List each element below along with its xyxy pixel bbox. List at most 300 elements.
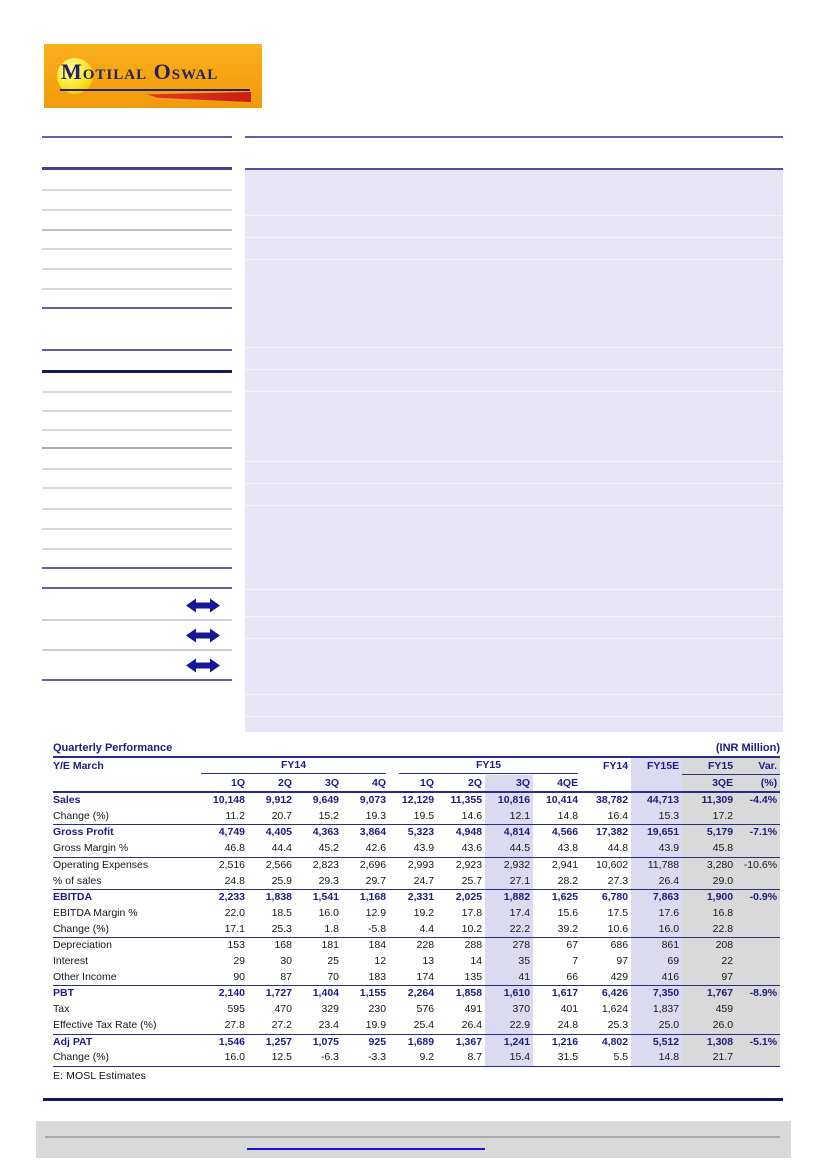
value-cell: 43.9 [631, 841, 682, 857]
value-cell: 1,257 [265, 1035, 292, 1048]
value-cell: 7,863 [631, 890, 682, 906]
value-cell: 4,363 [312, 826, 339, 839]
value-cell: 27.1 [485, 874, 533, 890]
value-cell: 2,993 [407, 858, 435, 871]
value-cell: 5,512 [631, 1034, 682, 1050]
redacted-text-line [42, 679, 232, 681]
value-cell: 491 [464, 1003, 483, 1016]
value-cell: 1,241 [485, 1034, 533, 1050]
value-cell: 90 [201, 970, 248, 986]
value-cell: 1,367 [455, 1035, 483, 1048]
footer-rule [43, 1098, 783, 1101]
value-cell: 1,155 [359, 987, 387, 1000]
value-cell: 1,610 [485, 986, 533, 1002]
value-cell: 2,025 [455, 891, 483, 904]
quarter-header: 1Q [201, 775, 248, 793]
value-cell: 25.3 [581, 1018, 631, 1034]
value-cell: 10,602 [595, 858, 629, 871]
value-cell: 1.8 [295, 922, 342, 938]
row-label: % of sales [53, 874, 201, 890]
value-cell: 3,280 [682, 857, 736, 873]
value-cell: -5.8 [342, 922, 389, 938]
value-cell: 44.8 [581, 841, 631, 857]
value-cell: 470 [274, 1003, 292, 1016]
redacted-text-line [42, 229, 232, 231]
value-cell: 39.2 [533, 922, 581, 938]
table-footnote: E: MOSL Estimates [53, 1069, 146, 1082]
value-cell: 2,516 [218, 858, 245, 871]
blank-cell [631, 775, 682, 793]
value-cell: 11,355 [450, 794, 483, 806]
value-cell: -5.1% [736, 1034, 780, 1050]
table-row [53, 1050, 780, 1066]
logo-brand-text: Motilal Oswal [61, 59, 219, 84]
table-row [53, 954, 780, 970]
value-cell: 87 [248, 970, 295, 986]
table-body [53, 792, 780, 1066]
value-cell: 25.0 [631, 1018, 682, 1034]
value-cell: 9,073 [359, 794, 387, 806]
value-cell: 38,782 [595, 794, 629, 806]
value-cell: 44.5 [485, 841, 533, 857]
value-cell: 16.0 [201, 1050, 248, 1066]
quarter-header: 4QE [533, 775, 581, 793]
value-cell: 66 [533, 970, 581, 986]
value-cell: 4,749 [218, 826, 245, 839]
redacted-text-line [42, 619, 232, 621]
value-cell: 22.9 [485, 1018, 533, 1034]
row-label: Tax [53, 1003, 70, 1016]
table-row [53, 922, 780, 938]
value-cell: 27.8 [201, 1018, 248, 1034]
value-cell: 25.4 [389, 1018, 437, 1034]
value-cell: 1,858 [455, 987, 483, 1000]
redacted-text-line [42, 136, 232, 138]
quarterly-performance-section [53, 740, 780, 1082]
double-arrow-icon [186, 628, 220, 643]
table-unit-label: (INR Million) [715, 742, 780, 754]
quarter-header: 2Q [437, 775, 485, 793]
redacted-text-line [42, 349, 232, 351]
value-cell: -10.6% [736, 857, 780, 873]
value-cell: 44.4 [248, 841, 295, 857]
row-label: Effective Tax Rate (%) [53, 1018, 201, 1034]
footer-link-underline[interactable] [247, 1148, 485, 1150]
value-cell: 4.4 [389, 922, 437, 938]
value-cell: 19.2 [413, 906, 435, 919]
value-cell: 25.7 [437, 874, 485, 890]
value-cell: 15.6 [557, 906, 579, 919]
value-cell: 401 [560, 1003, 579, 1016]
quarter-header: (%) [736, 775, 780, 793]
table-row [53, 1018, 780, 1034]
value-cell: 184 [368, 939, 387, 952]
value-cell: 15.3 [631, 809, 682, 825]
value-cell: 43.6 [437, 841, 485, 857]
value-cell: 416 [631, 970, 682, 986]
table-row [53, 809, 780, 825]
value-cell: 135 [437, 970, 485, 986]
value-cell: 20.7 [248, 809, 295, 825]
value-cell: 2,932 [485, 857, 533, 873]
fy14-group-header: FY14 [201, 757, 389, 775]
row-label: PBT [53, 987, 74, 1000]
redacted-text-line [42, 447, 232, 449]
value-cell: 12 [374, 955, 387, 968]
value-cell: 2,696 [359, 858, 387, 871]
value-cell [736, 970, 780, 986]
value-cell: 19,651 [631, 825, 682, 841]
value-cell: 329 [321, 1003, 339, 1016]
value-cell: -6.3 [295, 1050, 342, 1066]
value-cell: 2,233 [218, 891, 245, 904]
value-cell: 70 [295, 970, 342, 986]
redacted-text-line [42, 508, 232, 510]
value-cell: 19.9 [342, 1018, 389, 1034]
value-cell: 43.9 [389, 841, 437, 857]
redacted-text-line [42, 567, 232, 569]
value-cell: 2,923 [455, 858, 483, 871]
value-cell: 1,168 [359, 891, 387, 904]
var-header: Var. [736, 757, 780, 775]
redacted-text-line [42, 548, 232, 550]
value-cell: 14.6 [437, 809, 485, 825]
redacted-text-line [42, 307, 232, 309]
value-cell: 2,140 [218, 987, 245, 1000]
value-cell [736, 1050, 780, 1066]
double-arrow-icon [186, 658, 220, 673]
fy15-annual-header: FY15 [682, 757, 736, 775]
footer-disclaimer-block [36, 1121, 791, 1158]
value-cell: 31.5 [533, 1050, 581, 1066]
value-cell: 14.8 [631, 1050, 682, 1066]
value-cell [736, 1018, 780, 1034]
table-row [53, 792, 780, 809]
redacted-text-line [245, 136, 783, 138]
value-cell: 29.0 [682, 874, 736, 890]
value-cell: 22.0 [224, 906, 245, 919]
value-cell: 12.1 [485, 809, 533, 825]
value-cell: 17.2 [682, 809, 736, 825]
redacted-text-line [42, 391, 232, 393]
value-cell: 1,216 [551, 1035, 579, 1048]
value-cell: 22.8 [682, 922, 736, 938]
value-cell: 10.2 [437, 922, 485, 938]
table-row [53, 857, 780, 873]
redacted-text-line [42, 528, 232, 530]
value-cell: 11,788 [631, 857, 682, 873]
value-cell: 17.4 [485, 906, 533, 922]
double-arrow-icon [186, 598, 220, 613]
row-label: EBITDA Margin % [53, 906, 138, 919]
value-cell: 1,767 [682, 986, 736, 1002]
value-cell: 1,689 [407, 1035, 435, 1048]
redacted-text-line [42, 209, 232, 211]
value-cell: 11.2 [201, 809, 248, 825]
value-cell: 9,649 [312, 794, 339, 806]
row-label: Sales [53, 794, 81, 806]
value-cell: 8.7 [437, 1050, 485, 1066]
value-cell: 26.4 [631, 874, 682, 890]
table-row [53, 906, 780, 922]
table-row [53, 1002, 780, 1018]
redacted-text-line [42, 468, 232, 470]
value-cell: 16.0 [318, 906, 339, 919]
redacted-content-block [245, 168, 783, 732]
value-cell: 1,541 [312, 891, 339, 904]
value-cell: 14.8 [533, 809, 581, 825]
value-cell: 4,814 [485, 825, 533, 841]
value-cell: 18.5 [271, 906, 292, 919]
value-cell: 1,617 [551, 987, 579, 1000]
value-cell: 43.8 [533, 841, 581, 857]
value-cell [736, 874, 780, 890]
value-cell: -8.9% [736, 986, 780, 1002]
value-cell: 10.6 [581, 922, 631, 938]
quarter-header: 2Q [248, 775, 295, 793]
header-row-quarters [53, 775, 780, 793]
quarter-header: 1Q [389, 775, 437, 793]
value-cell: -4.4% [736, 792, 780, 809]
value-cell: 44,713 [631, 792, 682, 809]
value-cell: 278 [485, 938, 533, 954]
logo-underline [60, 89, 250, 91]
fy14-annual-header: FY14 [602, 760, 629, 773]
value-cell: 2,264 [407, 987, 435, 1000]
ye-march-label: Y/E March [53, 760, 104, 773]
row-label: Change (%) [53, 922, 201, 938]
value-cell: 26.4 [437, 1018, 485, 1034]
value-cell: 19.3 [342, 809, 389, 825]
value-cell: 576 [416, 1003, 435, 1016]
row-label: Other Income [53, 970, 201, 986]
value-cell: 10,148 [212, 794, 245, 806]
redacted-text-line [42, 268, 232, 270]
value-cell: 69 [631, 954, 682, 970]
value-cell: 97 [682, 970, 736, 986]
redacted-text-line [45, 1136, 780, 1138]
value-cell: 4,802 [601, 1035, 629, 1048]
value-cell: 230 [368, 1003, 387, 1016]
row-label: Depreciation [53, 939, 112, 952]
value-cell [736, 954, 780, 970]
value-cell: 1,308 [682, 1034, 736, 1050]
value-cell: 25.3 [248, 922, 295, 938]
value-cell: 686 [610, 939, 629, 952]
value-cell: 153 [227, 939, 245, 952]
blank-cell [53, 775, 201, 793]
value-cell: 9,912 [265, 794, 292, 806]
value-cell [736, 938, 780, 954]
row-label: Change (%) [53, 1050, 201, 1066]
fy15e-annual-header: FY15E [631, 757, 682, 775]
table-row [53, 938, 780, 954]
table-row [53, 841, 780, 857]
quarter-header: 3QE [682, 775, 736, 793]
value-cell: 12,129 [401, 794, 435, 806]
logo-swoosh-icon [147, 92, 251, 103]
value-cell: 1,900 [682, 890, 736, 906]
value-cell: 10,816 [485, 792, 533, 809]
value-cell: 925 [368, 1035, 387, 1048]
table-row [53, 986, 780, 1002]
value-cell: -0.9% [736, 890, 780, 906]
redacted-text-line [42, 167, 232, 170]
value-cell: 1,882 [485, 890, 533, 906]
header-row-groups [53, 757, 780, 775]
value-cell: 1,075 [312, 1035, 339, 1048]
value-cell: 45.8 [682, 841, 736, 857]
value-cell: 2,823 [312, 858, 339, 871]
value-cell: 45.2 [295, 841, 342, 857]
redacted-text-line [42, 189, 232, 191]
value-cell: 16.4 [581, 809, 631, 825]
value-cell: 7,350 [631, 986, 682, 1002]
value-cell: 2,331 [407, 891, 435, 904]
row-label: Change (%) [53, 809, 201, 825]
value-cell: 9.2 [389, 1050, 437, 1066]
value-cell: 16.8 [682, 906, 736, 922]
value-cell: 24.8 [533, 1018, 581, 1034]
value-cell: 2,566 [265, 858, 292, 871]
value-cell: 1,546 [218, 1035, 245, 1048]
value-cell: 370 [485, 1002, 533, 1018]
value-cell: 11,309 [682, 792, 736, 809]
value-cell: 12.9 [365, 906, 387, 919]
row-label: EBITDA [53, 891, 93, 904]
value-cell: 23.4 [295, 1018, 342, 1034]
value-cell [736, 922, 780, 938]
motilal-oswal-logo [44, 44, 262, 108]
value-cell: 1,625 [551, 891, 579, 904]
redacted-text-line [42, 487, 232, 489]
table-row [53, 874, 780, 890]
value-cell: 2,941 [551, 858, 579, 871]
value-cell: 17.6 [631, 906, 682, 922]
value-cell [736, 841, 780, 857]
value-cell: 5.5 [581, 1050, 631, 1066]
value-cell: 1,404 [312, 987, 339, 1000]
value-cell: 19.5 [389, 809, 437, 825]
value-cell: 10,414 [545, 794, 579, 806]
value-cell: 12.5 [248, 1050, 295, 1066]
table-titlebar [53, 740, 780, 754]
row-label: Gross Margin % [53, 841, 201, 857]
value-cell: 5,179 [682, 825, 736, 841]
value-cell: 7 [572, 955, 579, 968]
redacted-text-line [42, 370, 232, 373]
value-cell: 28.2 [533, 874, 581, 890]
value-cell: 46.8 [201, 841, 248, 857]
value-cell: 228 [416, 939, 435, 952]
value-cell: 1,727 [265, 987, 292, 1000]
value-cell: 17.5 [607, 906, 629, 919]
table-row [53, 825, 780, 841]
quarter-header: 4Q [342, 775, 389, 793]
value-cell: 25 [327, 955, 339, 968]
value-cell: 29.7 [342, 874, 389, 890]
value-cell: 595 [227, 1003, 245, 1016]
table-row [53, 970, 780, 986]
value-cell: 29.3 [295, 874, 342, 890]
value-cell: 22.2 [485, 922, 533, 938]
value-cell: -7.1% [736, 825, 780, 841]
value-cell: 5,323 [407, 826, 435, 839]
redacted-text-line [42, 587, 232, 589]
quarterly-table [53, 756, 780, 1067]
value-cell: 288 [464, 939, 483, 952]
redacted-text-line [42, 649, 232, 651]
quarter-header: 3Q [295, 775, 342, 793]
value-cell: 15.4 [485, 1050, 533, 1066]
redacted-text-line [42, 429, 232, 431]
value-cell: -3.3 [342, 1050, 389, 1066]
redacted-text-line [42, 410, 232, 412]
value-cell [736, 1002, 780, 1018]
value-cell: 22 [682, 954, 736, 970]
redacted-text-line [42, 288, 232, 290]
value-cell: 26.0 [682, 1018, 736, 1034]
value-cell: 1,838 [265, 891, 292, 904]
fy15-group-header: FY15 [389, 757, 581, 775]
value-cell: 24.8 [201, 874, 248, 890]
value-cell: 25.9 [248, 874, 295, 890]
value-cell [736, 906, 780, 922]
value-cell: 97 [616, 955, 629, 968]
value-cell: 41 [485, 970, 533, 986]
value-cell: 35 [485, 954, 533, 970]
value-cell: 168 [274, 939, 292, 952]
value-cell: 14 [470, 955, 483, 968]
value-cell: 17,382 [595, 826, 629, 839]
value-cell: 4,948 [455, 826, 483, 839]
row-label: Operating Expenses [53, 858, 149, 871]
value-cell: 4,405 [265, 826, 292, 839]
value-cell: 1,837 [631, 1002, 682, 1018]
value-cell: 6,780 [601, 891, 629, 904]
value-cell: 861 [631, 938, 682, 954]
value-cell: 208 [682, 938, 736, 954]
value-cell [736, 809, 780, 825]
value-cell: 42.6 [342, 841, 389, 857]
value-cell: 3,864 [359, 826, 387, 839]
value-cell: 21.7 [682, 1050, 736, 1066]
value-cell: 15.2 [295, 809, 342, 825]
row-label: Adj PAT [53, 1035, 93, 1048]
value-cell: 27.2 [248, 1018, 295, 1034]
redacted-text-line [42, 248, 232, 250]
value-cell: 459 [682, 1002, 736, 1018]
value-cell: 181 [321, 939, 339, 952]
value-cell: 24.7 [389, 874, 437, 890]
value-cell: 429 [581, 970, 631, 986]
row-label: Gross Profit [53, 826, 114, 839]
value-cell: 16.0 [631, 922, 682, 938]
row-label: Interest [53, 955, 89, 968]
value-cell: 30 [280, 955, 292, 968]
table-row [53, 1034, 780, 1050]
value-cell: 174 [389, 970, 437, 986]
value-cell: 6,426 [601, 987, 629, 1000]
value-cell: 29 [233, 955, 245, 968]
table-row [53, 890, 780, 906]
quarter-header: 3Q [485, 775, 533, 793]
value-cell: 67 [566, 939, 579, 952]
value-cell: 1,624 [601, 1003, 629, 1016]
value-cell: 4,566 [551, 826, 579, 839]
value-cell: 17.8 [461, 906, 483, 919]
value-cell: 27.3 [581, 874, 631, 890]
